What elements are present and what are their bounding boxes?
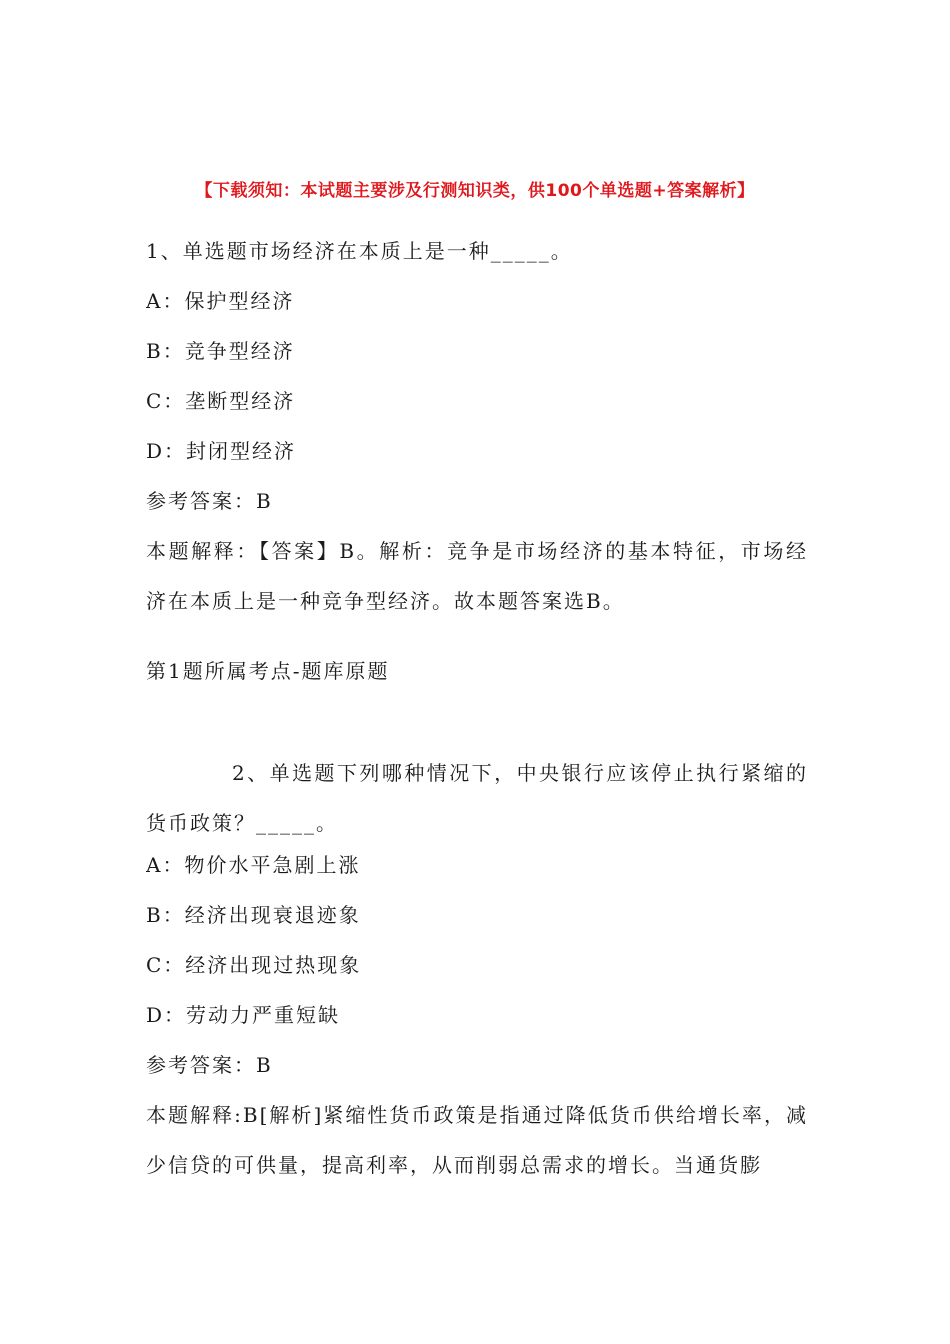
option-c: C：垄断型经济 bbox=[146, 389, 296, 413]
option-d: D：封闭型经济 bbox=[146, 439, 297, 463]
option-d: D：劳动力严重短缺 bbox=[146, 1003, 341, 1027]
exam-point: 第1题所属考点-题库原题 bbox=[146, 659, 390, 683]
option-c: C：经济出现过热现象 bbox=[146, 953, 362, 977]
explanation: 本题解释：【答案】B。解析：竞争是市场经济的基本特征，市场经济在本质上是一种竞争型经济。故本题答案选B。 bbox=[146, 539, 808, 613]
option-a: A：物价水平急剧上涨 bbox=[146, 853, 361, 877]
question-content bbox=[146, 234, 808, 1190]
option-a: A：保护型经济 bbox=[146, 289, 295, 313]
reference-answer: 参考答案：B bbox=[146, 489, 273, 513]
reference-answer: 参考答案：B bbox=[146, 1053, 273, 1077]
download-notice: 【下载须知：本试题主要涉及行测知识类，供100个单选题+答案解析】 bbox=[195, 181, 755, 201]
option-b: B：竞争型经济 bbox=[146, 339, 295, 363]
question-1 bbox=[146, 234, 808, 704]
question-stem: 2、单选题下列哪种情况下，中央银行应该停止执行紧缩的货币政策？_____。 bbox=[146, 761, 808, 835]
explanation: 本题解释:B[解析]紧缩性货币政策是指通过降低货币供给增长率，减少信贷的可供量，提高利率，从而削弱总需求的增长。当通货膨 bbox=[146, 1103, 808, 1177]
option-b: B：经济出现衰退迹象 bbox=[146, 903, 361, 927]
question-stem: 1、单选题市场经济在本质上是一种_____。 bbox=[146, 239, 573, 263]
question-2 bbox=[146, 748, 808, 1190]
